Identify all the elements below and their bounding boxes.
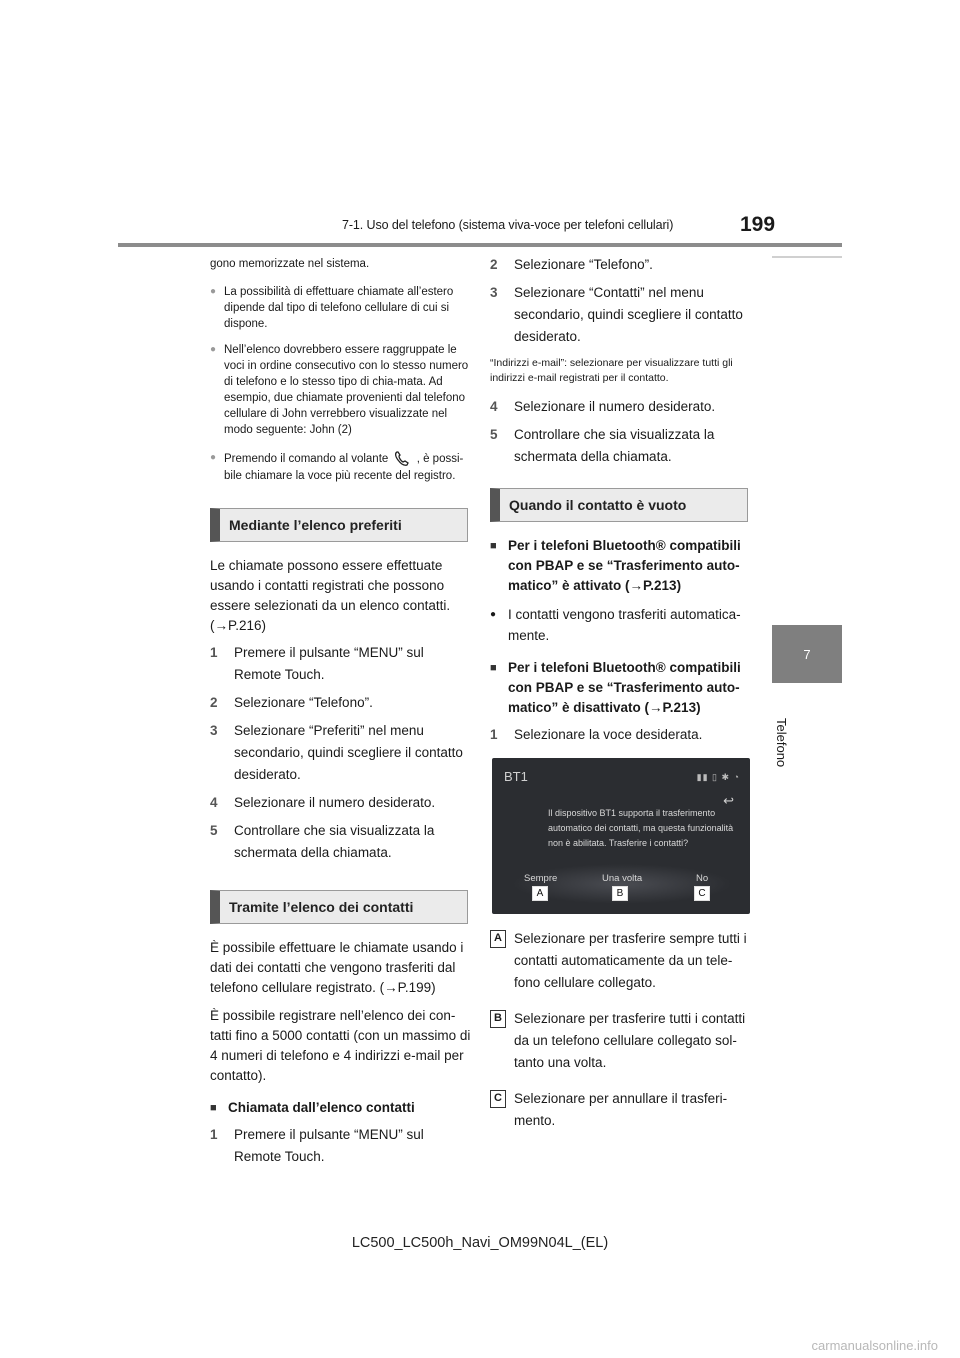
continued-text: gono memorizzate nel sistema.	[210, 258, 370, 270]
screen-title: BT1	[504, 769, 528, 784]
ref-tag: B	[490, 1010, 506, 1028]
step-number: 1	[210, 1127, 218, 1142]
chapter-label	[773, 718, 813, 768]
favorites-step-3	[210, 720, 472, 786]
ref-b	[490, 1008, 752, 1074]
screen-message: Il dispositivo BT1 supporta il trasferimento automatico dei contatti, ma questa funzionalità non è abilitata. Trasferire i contatti?	[548, 808, 734, 848]
back-icon: ↩	[723, 793, 734, 808]
step-text: Selezionare “Telefono”.	[514, 257, 653, 272]
step-number: 4	[490, 399, 498, 414]
note-steering-pre: Premendo il comando al volante	[224, 453, 389, 466]
ref-c	[490, 1088, 752, 1132]
step-number: 2	[210, 695, 218, 710]
step-text: Selezionare “Contatti” nel menu secondario, quindi scegliere il contatto desiderato.	[514, 285, 743, 344]
step-number: 3	[490, 285, 498, 300]
note-grouping: ● Nell’elenco dovrebbero essere raggruppate le voci in ordine consecutivo con lo stesso numero di telefono e lo stesso tipo di chia-mata. Ad esempio, due chiamate provenienti dal telefono cellulare di John verrebbero visualizzate nel modo seguente: John (2)	[210, 342, 472, 438]
favorites-step-1	[210, 642, 472, 686]
step-text: Selezionare la voce desiderata.	[514, 727, 703, 742]
chapter-label-text: Telefono	[774, 718, 789, 768]
contacts-step-1	[210, 1124, 472, 1168]
step-text: Selezionare “Preferiti” nel menu secondario, quindi scegliere il contatto desiderato.	[234, 723, 463, 782]
note-steering-post: , è possi-bile chiamare la voce più recente del registro.	[224, 453, 464, 482]
always-button[interactable]: Sempre	[524, 873, 558, 884]
favorites-step-2	[210, 692, 472, 714]
section-contacts-para-1: È possibile effettuare le chiamate usando i dati dei contatti che vengono trasferiti dal telefono cellulare registrato. (→P.199)	[210, 940, 464, 995]
step-text: Selezionare il numero desiderato.	[234, 795, 436, 810]
ref-tag: C	[490, 1090, 506, 1108]
favorites-step-5	[210, 820, 472, 864]
contacts-step-5	[490, 424, 752, 468]
no-button[interactable]: No	[696, 873, 709, 884]
contacts-step-2	[490, 254, 752, 276]
ref-text: Selezionare per trasferire sempre tutti i contatti automaticamente da un tele-fono cellulare collegato.	[514, 931, 747, 990]
screenshot-bt1-dialog	[492, 758, 750, 914]
once-button[interactable]: Una volta	[602, 873, 643, 884]
section-contacts-title: Tramite l’elenco dei contatti	[210, 890, 468, 924]
step-text: Selezionare “Telefono”.	[234, 695, 373, 710]
section-favorites-title: Mediante l’elenco preferiti	[210, 508, 468, 542]
step-text: Controllare che sia visualizzata la schermata della chiamata.	[234, 823, 435, 860]
step-number: 4	[210, 795, 218, 810]
subhead-call-from-contacts: ■ Chiamata dall’elenco contatti	[210, 1098, 472, 1118]
favorites-step-4	[210, 792, 472, 814]
screen-tag-b: B	[612, 886, 628, 901]
left-column	[210, 254, 472, 1168]
step-number: 3	[210, 723, 218, 738]
screen-tag-a: A	[532, 886, 548, 901]
ref-tag: A	[490, 930, 506, 948]
ref-text: Selezionare per trasferire tutti i contatti da un telefono cellulare collegato sol-tanto una volta.	[514, 1011, 746, 1070]
step-number: 5	[210, 823, 218, 838]
step-text: Premere il pulsante “MENU” sul Remote Touch.	[234, 645, 424, 682]
contacts-step-3	[490, 282, 752, 348]
auto-transfer-on-note: ● I contatti vengono trasferiti automatica-mente.	[490, 604, 752, 646]
step-text: Premere il pulsante “MENU” sul Remote Touch.	[234, 1127, 424, 1164]
auto-transfer-off-step-1	[490, 724, 752, 746]
step-text: Selezionare il numero desiderato.	[514, 399, 716, 414]
right-column	[490, 254, 752, 1132]
footer-doc-code: LC500_LC500h_Navi_OM99N04L_(EL)	[351, 1235, 609, 1251]
section-contacts-para-2: È possibile registrare nell’elenco dei con-tatti fino a 5000 contatti (con un massimo di 4 numeri di telefono e 4 indirizzi e-mail per contatto).	[210, 1008, 471, 1083]
email-note: “Indirizzi e-mail”: selezionare per visualizzare tutti gli indirizzi e-mail registrati per il contatto.	[490, 357, 733, 384]
step-number: 2	[490, 257, 498, 272]
subhead-auto-transfer-off: ■ Per i telefoni Bluetooth® compatibili con PBAP e se “Trasferimento auto-matico” è disattivato (→P.213)	[490, 658, 752, 718]
section-empty-contact-title: Quando il contatto è vuoto	[490, 488, 748, 522]
running-header: 7-1. Uso del telefono (sistema viva-voce per telefoni cellulari)	[342, 218, 674, 232]
step-text: Controllare che sia visualizzata la schermata della chiamata.	[514, 427, 715, 464]
phone-icon	[392, 450, 414, 468]
step-number: 5	[490, 427, 498, 442]
subhead-auto-transfer-on: ■ Per i telefoni Bluetooth® compatibili con PBAP e se “Trasferimento auto-matico” è attivato (→P.213)	[490, 536, 752, 596]
step-number: 1	[210, 645, 218, 660]
step-number: 1	[490, 727, 498, 742]
chapter-tab: 7	[772, 625, 842, 683]
note-steering	[210, 450, 472, 484]
section-favorites-intro: Le chiamate possono essere effettuate usando i contatti registrati che possono essere selezionati da un elenco contatti. (→P.216)	[210, 558, 451, 633]
ref-a	[490, 928, 752, 994]
screen-tag-c: C	[694, 886, 710, 901]
ref-text: Selezionare per annullare il trasferi-mento.	[514, 1091, 728, 1128]
contacts-step-4	[490, 396, 752, 418]
page-number: 199	[740, 213, 776, 236]
sidebar-divider	[772, 256, 842, 258]
note-international: ● La possibilità di effettuare chiamate all’estero dipende dal tipo di telefono cellulare di cui si dispone.	[210, 284, 472, 332]
watermark: carmanualsonline.info	[811, 1338, 938, 1353]
header-rule	[118, 243, 842, 247]
status-icons: ▮▮ ▯ ✱ ◔	[696, 772, 740, 782]
